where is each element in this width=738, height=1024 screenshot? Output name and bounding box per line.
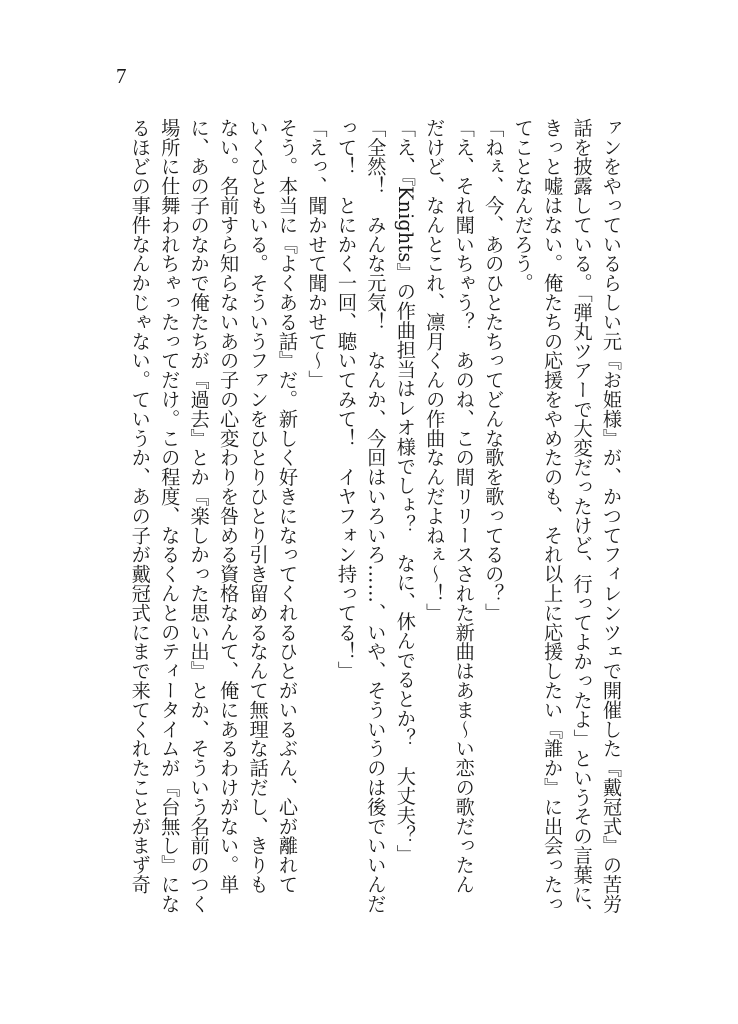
text-line: きっと嘘はない。俺たちの応援をやめたのも、それ以上に応援したい『誰か』に出会ったっ (541, 118, 565, 914)
text-line: ァンをやっているらしい元『お姫様』が、かつてフィレンツェで開催した『戴冠式』の苦労 (600, 118, 623, 914)
text-line: てことなんだろう。 (511, 118, 535, 293)
text-line: 話を披露している。「弾丸ツアーで大変だったけど、行ってよかったよ」というその言葉に、 (570, 118, 594, 924)
text-line: 場所に仕舞われちゃったってだけ。この程度、なるくんとのティータイムが『台無し』にな (158, 118, 182, 914)
text-line: って！ とにかく一回、聴いてみて！ イヤフォン持ってる！」 (334, 118, 358, 681)
text-line: に、あの子のなかで俺たちが『過去』とか『楽しかった思い出』とか、そういう名前のつく (187, 118, 211, 914)
text-line: 「えっ、聞かせて聞かせて〜」 (305, 118, 329, 390)
text-line: るほどの事件なんかじゃない。ていうか、あの子が戴冠式にまで来てくれたことがまず奇 (128, 118, 152, 894)
text-line: 「ねぇ、今、あのひとたちってどんな歌を歌ってるの？」 (482, 118, 506, 623)
text-line: 「え、『Knights』の作曲担当はレオ様でしょ？ なに、休んでるとか？ 大丈夫？」 (393, 118, 417, 864)
text-line: ない。名前すら知らないあの子の心変わりを咎める資格なんて、俺にあるわけがない。単 (217, 118, 241, 894)
text-line: そう。本当に『よくある話』だ。新しく好きになってくれるひとがいるぶん、心が離れて (276, 118, 300, 894)
text-line: 「全然！ みんな元気！ なんか、今回はいろいろ……、いや、そういうのは後でいいんだ (364, 118, 388, 914)
text-line: だけど、なんとこれ、凛月くんの作曲なんだよねぇ〜！」 (423, 118, 447, 623)
body-text (106, 118, 626, 938)
page-number: 7 (116, 64, 127, 88)
text-line: 「え、それ聞いちゃう？ あのね、この間リリースされた新曲はあま〜い恋の歌だったん (452, 118, 476, 894)
text-line: いくひともいる。そういうファンをひとりひとり引き留めるなんて無理な話だし、きりも (246, 118, 270, 894)
